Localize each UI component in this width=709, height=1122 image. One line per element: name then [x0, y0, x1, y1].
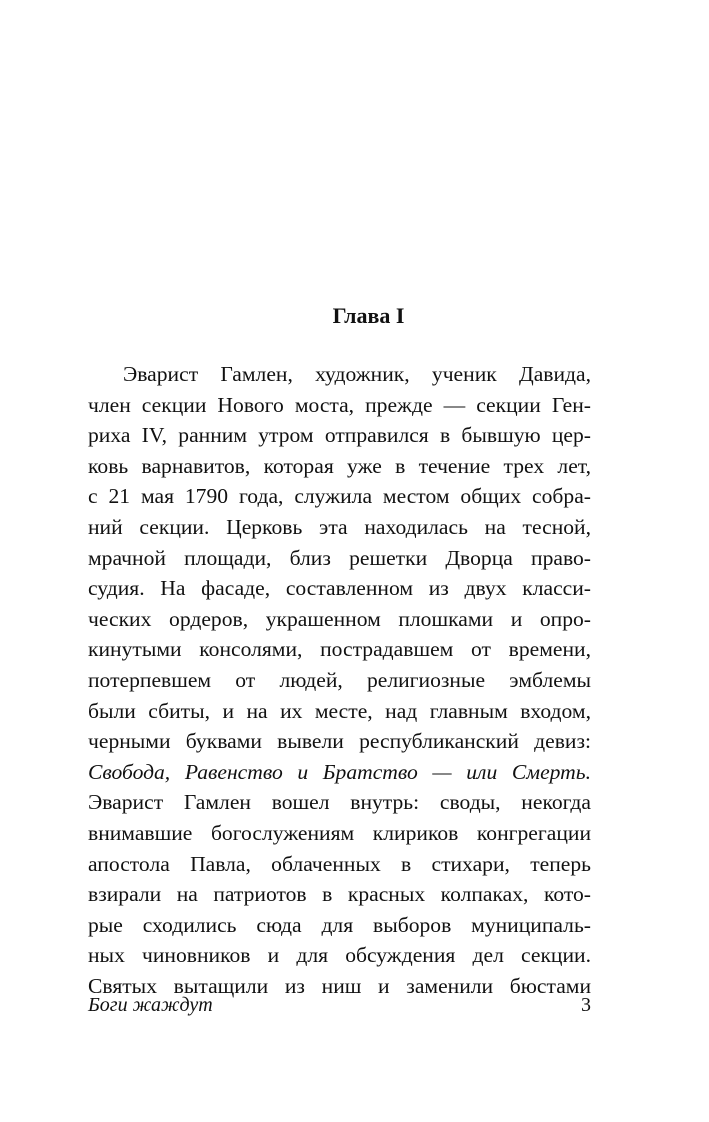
- text-line: потерпевшем от людей, религиозные эмблемы: [88, 667, 591, 692]
- chapter-title: Глава I: [332, 303, 405, 328]
- text-line: кинутыми консолями, пострадавшем от времени,: [88, 637, 591, 662]
- text-line: взирали на патриотов в красных колпаках, кото-: [88, 882, 591, 907]
- text-line: с 21 мая 1790 года, служила местом общих собра-: [88, 484, 591, 509]
- text-line: были сбиты, и на их месте, над главным входом,: [88, 698, 591, 723]
- running-footer-title: Боги жаждут: [88, 994, 213, 1016]
- text-line: ний секции. Церковь эта находилась на тесной,: [88, 514, 591, 539]
- text-line: ческих ордеров, украшенном плошками и опро-: [88, 606, 591, 631]
- text-line: апостола Павла, облаченных в стихари, теперь: [88, 851, 591, 876]
- text-line: Святых вытащили из ниш и заменили бюстами: [88, 973, 591, 998]
- motto-line: Свобода, Равенство и Братство — или Смерть.: [88, 759, 591, 784]
- text-line: член секции Нового моста, прежде — секции Ген-: [88, 392, 591, 417]
- paragraph: [88, 359, 591, 1001]
- text-line: Эварист Гамлен, художник, ученик Давида,: [123, 362, 591, 386]
- text-line: внимавшие богослужениям клириков конгрегации: [88, 820, 591, 845]
- text-line: черными буквами вывели республиканский девиз:: [88, 729, 591, 754]
- text-line: рые сходились сюда для выборов муниципаль-: [88, 912, 591, 937]
- text-line: мрачной площади, близ решетки Дворца право-: [88, 545, 591, 570]
- text-line: судия. На фасаде, составленном из двух класси-: [88, 576, 591, 601]
- text-line: Эварист Гамлен вошел внутрь: своды, некогда: [88, 790, 591, 815]
- text-line: риха IV, ранним утром отправился в бывшую цер-: [88, 423, 591, 448]
- page-number: 3: [581, 994, 591, 1016]
- text-line: ных чиновников и для обсуждения дел секции.: [88, 943, 591, 968]
- text-line: ковь варнавитов, которая уже в течение трех лет,: [88, 453, 591, 478]
